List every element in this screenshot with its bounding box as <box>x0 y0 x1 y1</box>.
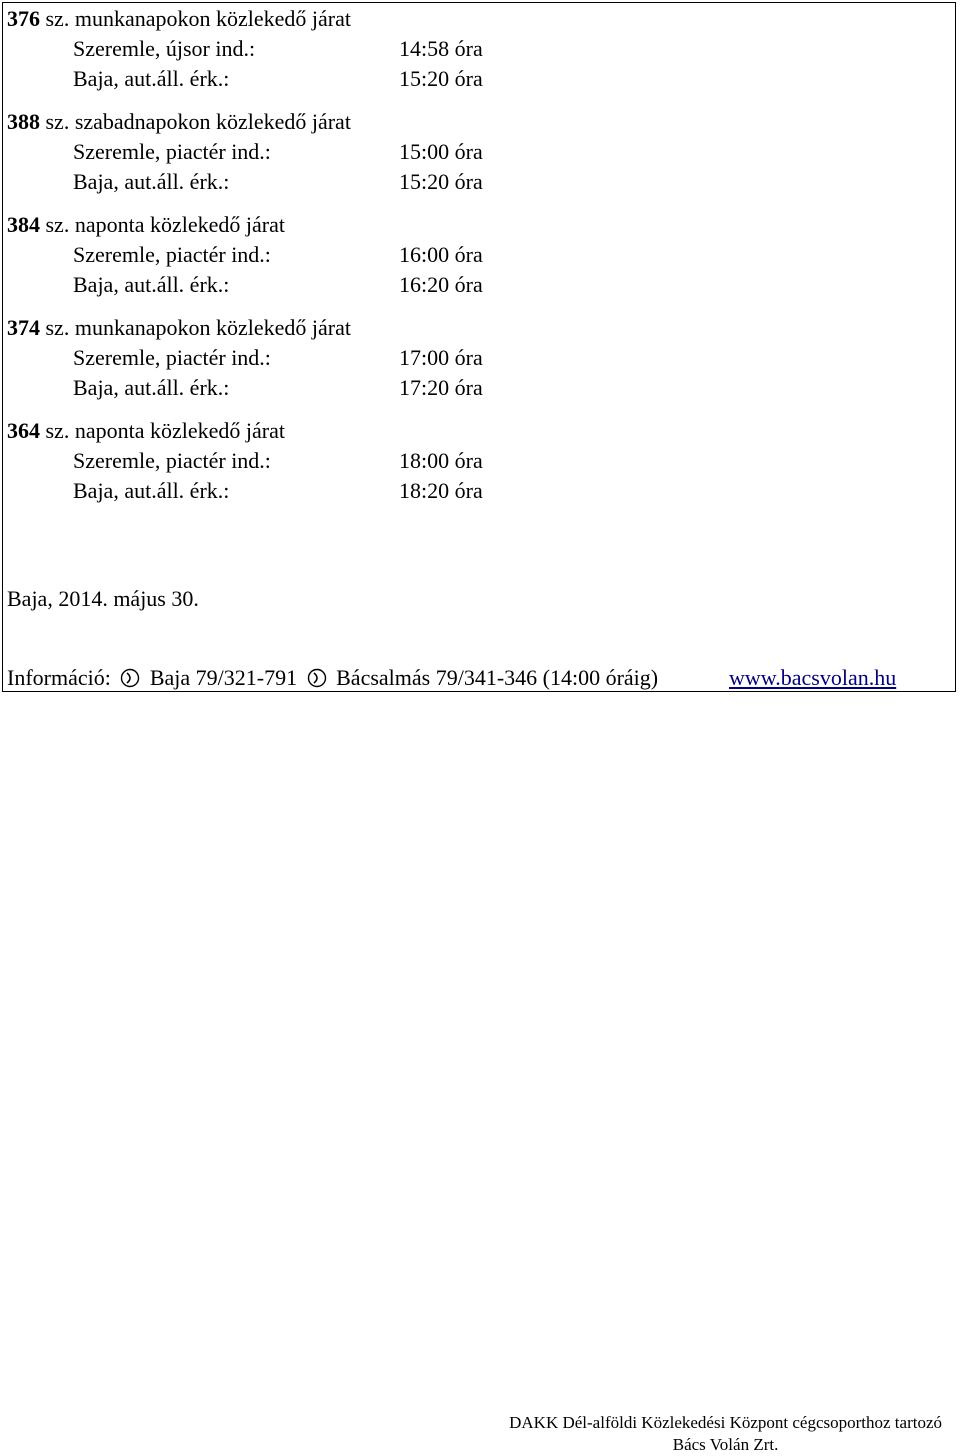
stop-name: Baja, aut.áll. érk.: <box>73 478 230 503</box>
stop-row <box>7 446 807 476</box>
stop-name: Baja, aut.áll. érk.: <box>73 272 230 297</box>
route-number: 364 <box>7 418 40 443</box>
stop-time: 17:00 óra <box>399 345 483 370</box>
route-description: sz. naponta közlekedő járat <box>45 418 285 443</box>
route-title <box>7 4 807 34</box>
stop-name: Szeremle, piactér ind.: <box>73 345 271 370</box>
route-description: sz. munkanapokon közlekedő járat <box>45 315 351 340</box>
route-number: 374 <box>7 315 40 340</box>
stop-row <box>7 240 807 270</box>
info-line <box>7 663 947 693</box>
route-block-364 <box>7 416 807 506</box>
stop-name: Baja, aut.áll. érk.: <box>73 169 230 194</box>
footer <box>509 1412 942 1456</box>
stop-time: 15:20 óra <box>399 66 483 91</box>
route-block-374 <box>7 313 807 403</box>
stop-name: Szeremle, piactér ind.: <box>73 242 271 267</box>
stop-time: 15:20 óra <box>399 169 483 194</box>
stop-time: 15:00 óra <box>399 139 483 164</box>
stop-name: Baja, aut.áll. érk.: <box>73 375 230 400</box>
route-number: 376 <box>7 6 40 31</box>
stop-row <box>7 34 807 64</box>
footer-line-1: DAKK Dél-alföldi Közlekedési Központ cégcsoporthoz tartozó <box>509 1413 942 1432</box>
route-title <box>7 107 807 137</box>
stop-row <box>7 270 807 300</box>
route-title <box>7 313 807 343</box>
route-title <box>7 416 807 446</box>
stop-time: 14:58 óra <box>399 36 483 61</box>
stop-name: Baja, aut.áll. érk.: <box>73 66 230 91</box>
issue-date: Baja, 2014. május 30. <box>7 586 199 611</box>
info-contact-bacsalmas: Bácsalmás 79/341-346 (14:00 óráig) <box>336 665 659 690</box>
footer-line-2: Bács Volán Zrt. <box>672 1435 779 1454</box>
stop-row <box>7 343 807 373</box>
stop-name: Szeremle, újsor ind.: <box>73 36 256 61</box>
stop-row <box>7 137 807 167</box>
stop-row <box>7 373 807 403</box>
phone-icon <box>307 668 327 688</box>
route-description: sz. szabadnapokon közlekedő járat <box>45 109 351 134</box>
stop-row <box>7 476 807 506</box>
info-label: Információ: <box>7 665 111 690</box>
phone-icon <box>120 668 140 688</box>
stop-name: Szeremle, piactér ind.: <box>73 448 271 473</box>
stop-time: 18:00 óra <box>399 448 483 473</box>
stop-name: Szeremle, piactér ind.: <box>73 139 271 164</box>
route-title <box>7 210 807 240</box>
info-contact-baja: Baja 79/321-791 <box>149 665 298 690</box>
website-link[interactable]: www.bacsvolan.hu <box>729 665 897 690</box>
route-description: sz. naponta közlekedő járat <box>45 212 285 237</box>
route-number: 384 <box>7 212 40 237</box>
stop-time: 17:20 óra <box>399 375 483 400</box>
route-description: sz. munkanapokon közlekedő járat <box>45 6 351 31</box>
stop-time: 16:00 óra <box>399 242 483 267</box>
route-block-376 <box>7 4 807 94</box>
route-block-384 <box>7 210 807 300</box>
stop-time: 16:20 óra <box>399 272 483 297</box>
stop-row <box>7 167 807 197</box>
route-block-388 <box>7 107 807 197</box>
stop-row <box>7 64 807 94</box>
stop-time: 18:20 óra <box>399 478 483 503</box>
route-number: 388 <box>7 109 40 134</box>
